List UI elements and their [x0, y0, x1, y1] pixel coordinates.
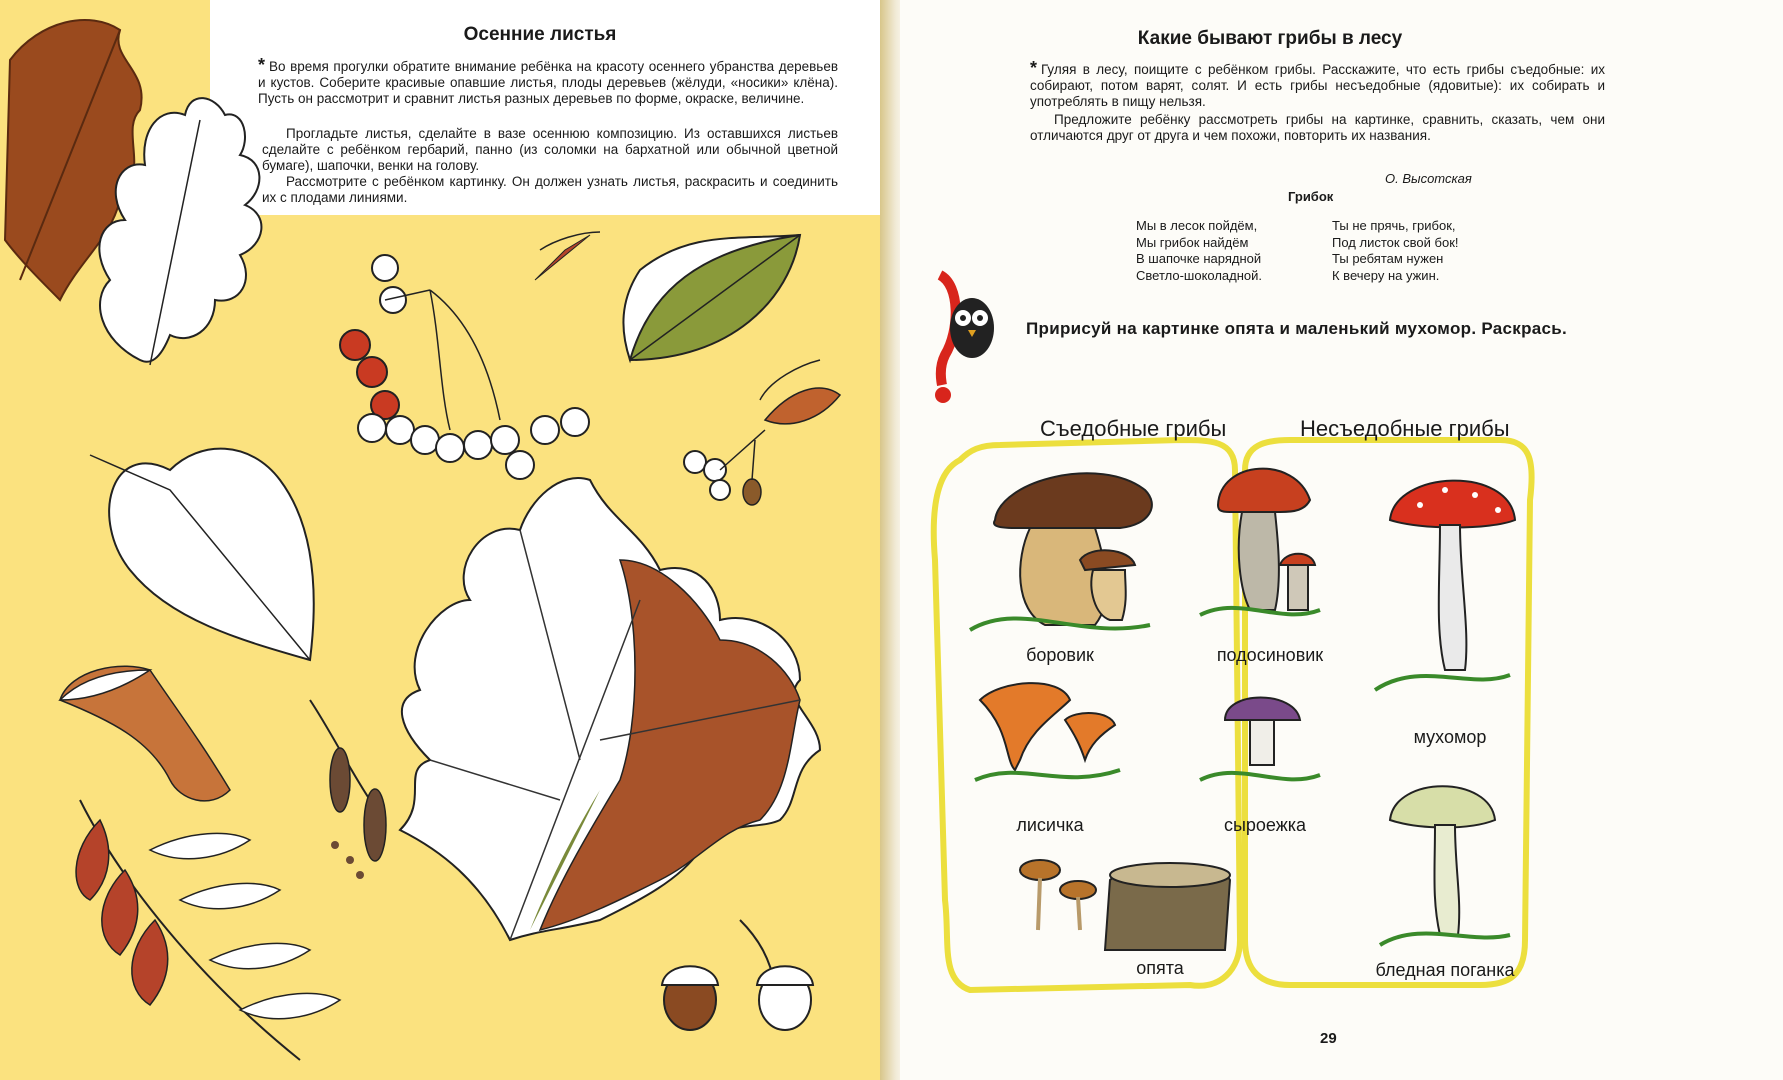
- syroezhka-icon: [1200, 698, 1320, 781]
- acorns-icon: [662, 920, 813, 1030]
- left-paragraph-2: Прогладьте листья, сделайте в вазе осеннюю композицию. Из оставшихся листьев сделайте с ребёнком гербарий, панно (из соломки на бархатной или обычной цветной бумаге), шапочки, венки на голову.: [262, 126, 838, 173]
- right-title: Какие бывают грибы в лесу: [1137, 28, 1403, 49]
- asterisk-icon: *: [1030, 58, 1038, 78]
- right-paragraph-2: Предложите ребёнку рассмотреть грибы на картинке, сравнить, сказать, чем они отличаются друг от друга и чем похожи, повторить их названия.: [1030, 112, 1605, 143]
- birch-leaf-green-icon: [623, 235, 800, 360]
- left-page: [0, 0, 890, 1080]
- label-opyata: опята: [1136, 958, 1184, 978]
- poem-column-1: Мы в лесок пойдём, Мы грибок найдём В шапочке нарядной Светло-шоколадной.: [1136, 218, 1263, 283]
- label-syroezhka: сыроежка: [1223, 815, 1307, 835]
- left-paragraph-3: Рассмотрите с ребёнком картинку. Он должен узнать листья, раскрасить и соединить их с плодами линиями.: [262, 174, 838, 205]
- maple-seed-icon: [60, 666, 230, 801]
- rowan-berries-icon: [340, 232, 600, 479]
- label-borovik: боровик: [1026, 645, 1094, 665]
- alder-catkins-icon: [310, 700, 386, 879]
- inedible-group-title: Несъедобные грибы: [1300, 416, 1510, 441]
- label-podosinovik: подосиновик: [1216, 645, 1324, 665]
- left-title: Осенние листья: [463, 24, 617, 45]
- edible-group-title: Съедобные грибы: [1040, 416, 1227, 441]
- task-instruction: Пририсуй на картинке опята и маленький мухомор. Раскрась.: [1026, 319, 1568, 338]
- poem-title: Грибок: [1288, 189, 1334, 204]
- right-paragraph-1: * Гуляя в лесу, поищите с ребёнком грибы. Расскажите, что есть грибы съедобные: их собирают, потом варят, солят. И есть грибы несъедобные (ядовитые): их собирать и употреблять в пищу нельзя.: [1030, 58, 1605, 109]
- mukhomor-icon: [1375, 481, 1515, 690]
- leaves-illustration: [0, 0, 890, 1080]
- opyata-icon: [1020, 860, 1230, 950]
- poganka-icon: [1380, 786, 1510, 945]
- mushrooms-illustration: [900, 0, 1783, 1080]
- poem-author: О. Высотская: [1385, 171, 1472, 186]
- left-paragraph-1: * Во время прогулки обратите внимание ребёнка на красоту осеннего убранства деревьев и кустов. Соберите красивые опавшие листья, плоды деревьев (жёлуди, «носики» клёна). Пусть он рассмотрит и сравнит листья разных деревьев по форме, окраске, величине.: [258, 55, 838, 106]
- maple-leaf-icon: [400, 478, 820, 940]
- linden-leaf-uncolored-icon: [90, 449, 314, 660]
- poem-column-2: Ты не прячь, грибок, Под листок свой бок! Ты ребятам нужен К вечеру на ужин.: [1332, 218, 1459, 283]
- lisichka-icon: [975, 683, 1120, 780]
- label-poganka: бледная поганка: [1375, 960, 1515, 980]
- linden-seeds-icon: [684, 360, 840, 505]
- borovik-icon: [970, 473, 1152, 630]
- label-mukhomor: мухомор: [1413, 727, 1487, 747]
- page-number: 29: [1320, 1030, 1337, 1047]
- asterisk-icon: *: [258, 55, 266, 75]
- rowan-leaf-icon: [76, 800, 340, 1060]
- podosinovik-icon: [1200, 469, 1320, 615]
- right-page: [900, 0, 1783, 1080]
- label-lisichka: лисичка: [1016, 815, 1084, 835]
